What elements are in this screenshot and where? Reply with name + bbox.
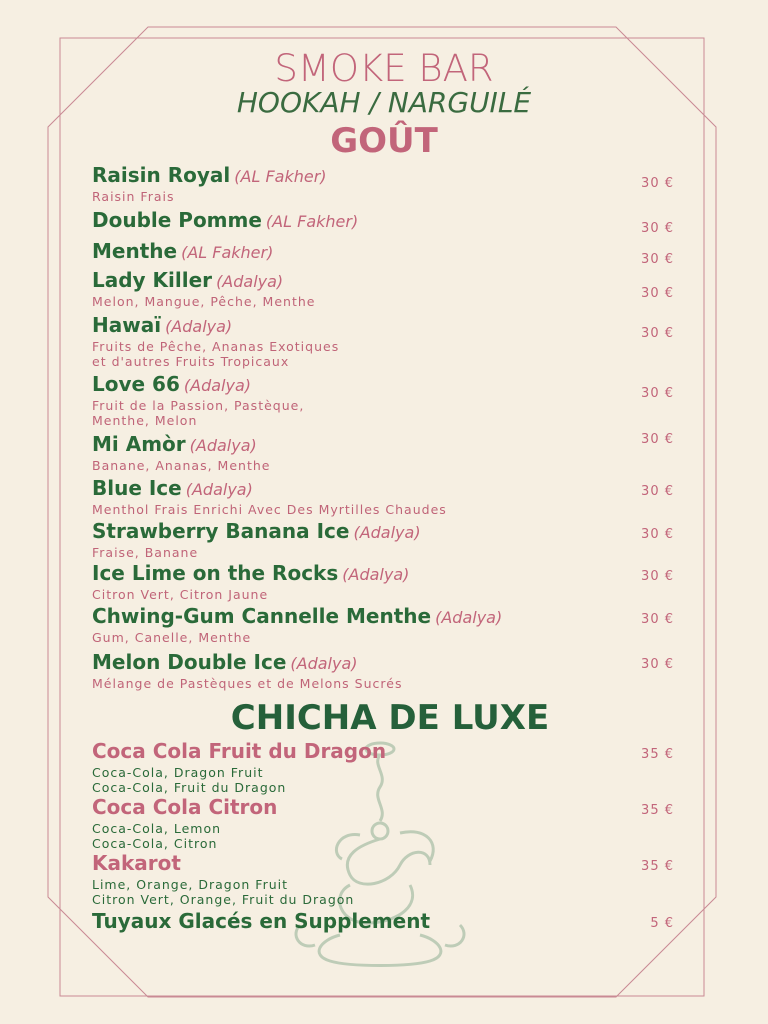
item-description: Fruits de Pêche, Ananas Exotiques	[92, 339, 340, 354]
item-price: 30 €	[641, 432, 674, 447]
item-description: Lime, Orange, Dragon Fruit	[92, 877, 289, 892]
item-name: Kakarot	[92, 851, 181, 875]
item-description: Citron Vert, Orange, Fruit du Dragon	[92, 892, 355, 907]
item-description: Coca-Cola, Citron	[92, 836, 218, 851]
menu-item	[92, 163, 682, 204]
item-description: Menthol Frais Enrichi Avec Des Myrtilles Chaudes	[92, 502, 447, 517]
item-description: et d'autres Fruits Tropicaux	[92, 354, 290, 369]
item-description: Raisin Frais	[92, 189, 175, 204]
item-brand: (Adalya)	[290, 654, 358, 673]
menu-item	[92, 519, 682, 560]
item-description: Fruit de la Passion, Pastèque,	[92, 398, 305, 413]
item-brand: (Adalya)	[216, 272, 284, 291]
menu-item	[92, 650, 682, 691]
item-name: Menthe	[92, 239, 178, 263]
item-description: Gum, Canelle, Menthe	[92, 630, 252, 645]
item-price: 30 €	[641, 386, 674, 401]
item-name: Lady Killer	[92, 268, 213, 292]
item-brand: (Adalya)	[342, 565, 410, 584]
item-description: Coca-Cola, Dragon Fruit	[92, 765, 264, 780]
item-description: Banane, Ananas, Menthe	[92, 458, 271, 473]
item-brand: (Adalya)	[185, 480, 253, 499]
item-price: 35 €	[641, 859, 674, 874]
item-brand: (AL Fakher)	[234, 167, 327, 186]
menu-item	[92, 239, 682, 265]
item-name: Love 66	[92, 372, 180, 396]
supplement-item	[92, 909, 682, 935]
item-name: Tuyaux Glacés en Supplement	[92, 909, 431, 933]
item-price: 30 €	[641, 657, 674, 672]
item-name: Chwing-Gum Cannelle Menthe	[92, 604, 432, 628]
item-description: Coca-Cola, Lemon	[92, 821, 222, 836]
menu-subtitle: HOOKAH / NARGUILÉ	[236, 86, 532, 119]
item-price: 30 €	[641, 221, 674, 236]
item-price: 30 €	[641, 286, 674, 301]
menu-item	[92, 208, 682, 234]
item-name: Mi Amòr	[92, 432, 186, 456]
item-name: Raisin Royal	[92, 163, 231, 187]
item-brand: (Adalya)	[165, 317, 233, 336]
item-name: Melon Double Ice	[92, 650, 287, 674]
item-price: 30 €	[641, 569, 674, 584]
item-description: Citron Vert, Citron Jaune	[92, 587, 269, 602]
item-brand: (AL Fakher)	[181, 243, 274, 262]
item-price: 35 €	[641, 747, 674, 762]
item-brand: (Adalya)	[353, 523, 421, 542]
item-price: 30 €	[641, 176, 674, 191]
menu-title: SMOKE BAR	[274, 47, 494, 90]
menu-item	[92, 476, 682, 517]
item-price: 30 €	[641, 484, 674, 499]
item-description: Melon, Mangue, Pêche, Menthe	[92, 294, 316, 309]
section-heading-luxe: CHICHA DE LUXE	[230, 698, 550, 738]
item-price: 30 €	[641, 527, 674, 542]
menu-item	[92, 561, 682, 602]
item-description: Menthe, Melon	[92, 413, 198, 428]
item-description: Fraise, Banane	[92, 545, 199, 560]
item-price: 30 €	[641, 252, 674, 267]
item-brand: (Adalya)	[435, 608, 503, 627]
item-price: 30 €	[641, 326, 674, 341]
item-brand: (Adalya)	[183, 376, 251, 395]
item-name: Double Pomme	[92, 208, 262, 232]
item-price: 35 €	[641, 803, 674, 818]
item-name: Coca Cola Fruit du Dragon	[92, 739, 387, 763]
item-price: 30 €	[641, 612, 674, 627]
section-heading-gout: GOÛT	[330, 121, 438, 161]
menu-item	[92, 268, 682, 309]
menu-item	[92, 795, 682, 851]
item-name: Coca Cola Citron	[92, 795, 278, 819]
menu-item	[92, 372, 682, 428]
item-name: Ice Lime on the Rocks	[92, 561, 339, 585]
item-name: Blue Ice	[92, 476, 182, 500]
item-description: Mélange de Pastèques et de Melons Sucrés	[92, 676, 403, 691]
item-name: Hawaï	[92, 313, 162, 337]
menu-item	[92, 432, 682, 473]
item-brand: (AL Fakher)	[265, 212, 359, 231]
menu-item	[92, 604, 682, 645]
menu-item	[92, 739, 682, 795]
menu-item	[92, 851, 682, 907]
item-price: 5 €	[650, 916, 674, 931]
item-name: Strawberry Banana Ice	[92, 519, 350, 543]
menu-item	[92, 313, 682, 369]
item-brand: (Adalya)	[189, 436, 257, 455]
item-description: Coca-Cola, Fruit du Dragon	[92, 780, 287, 795]
